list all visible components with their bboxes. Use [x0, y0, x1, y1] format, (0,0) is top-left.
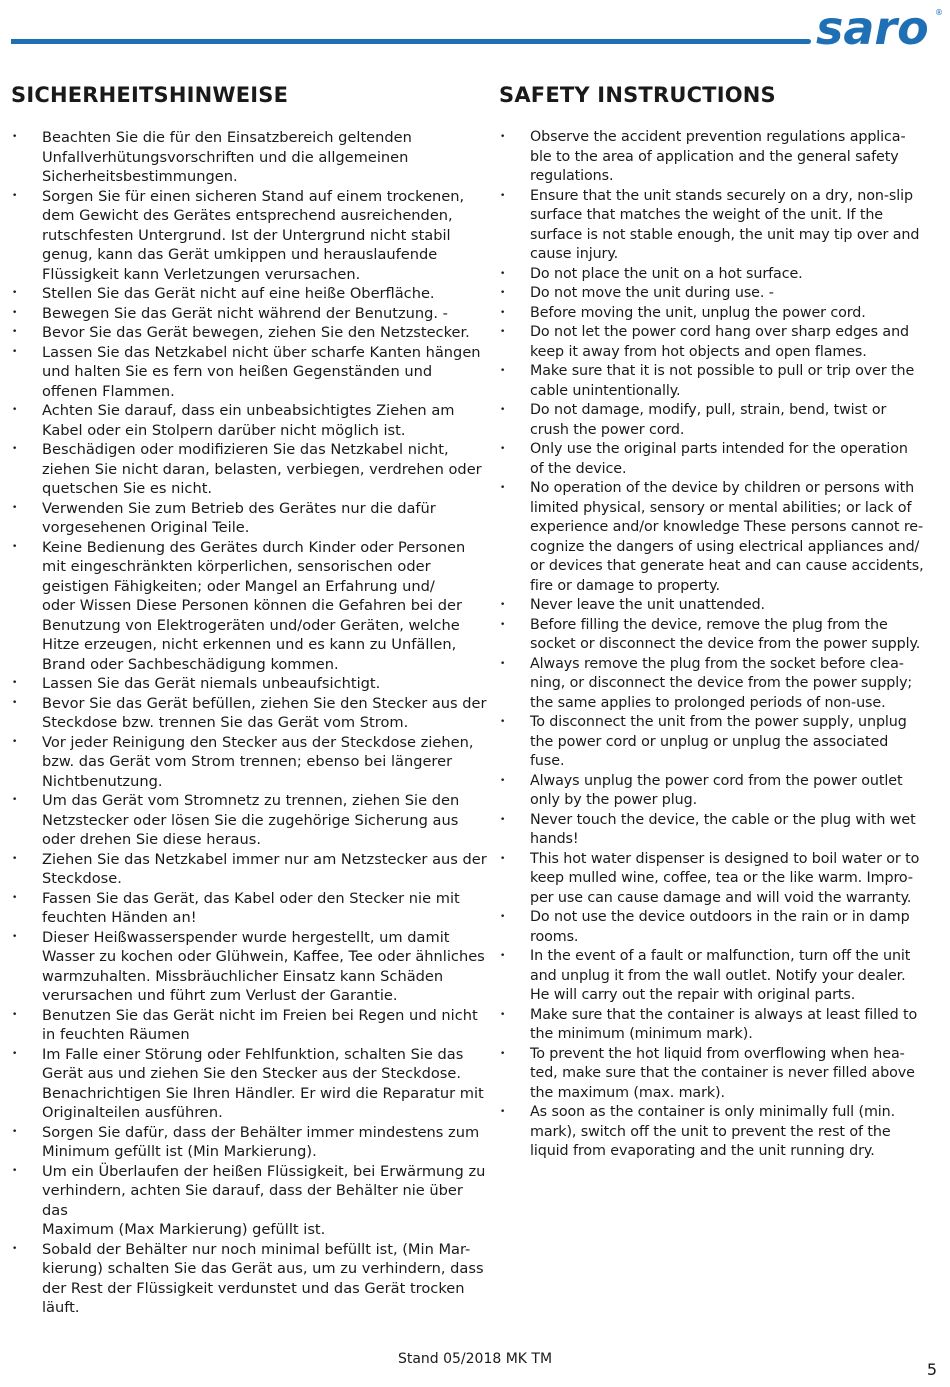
german-column [11, 82, 491, 1318]
instruction-item: • Sorgen Sie dafür, dass der Behälter immer mindestens zum Minimum gefüllt ist (Min Markierung). [11, 1123, 491, 1162]
instruction-item: • Beschädigen oder modifizieren Sie das Netzkabel nicht, ziehen Sie nicht daran, belasten, verbiegen, verdrehen oder quetschen Sie es nicht. [11, 440, 491, 499]
instruction-item: • Achten Sie darauf, dass ein unbeabsichtigtes Ziehen am Kabel oder ein Stolpern darüber nicht möglich ist. [11, 401, 491, 440]
instruction-item: • Do not damage, modify, pull, strain, bend, twist or crush the power cord. [499, 401, 942, 440]
instruction-item: • Bewegen Sie das Gerät nicht während der Benutzung. - [11, 304, 491, 324]
german-instructions-list [11, 128, 491, 1318]
saro-logo [816, 4, 944, 48]
instruction-item: • Um das Gerät vom Stromnetz zu trennen, ziehen Sie den Netzstecker oder lösen Sie die zugehörige Sicherung aus oder drehen Sie diese heraus. [11, 791, 491, 850]
registered-mark: ® [935, 8, 943, 17]
instruction-item: • Lassen Sie das Gerät niemals unbeaufsichtigt. [11, 674, 491, 694]
revision-stamp: Stand 05/2018 MK TM [397, 1351, 553, 1367]
instruction-item: • Do not let the power cord hang over sharp edges and keep it away from hot objects and open flames. [499, 323, 942, 362]
instruction-item: • Do not move the unit during use. - [499, 284, 942, 304]
instruction-item: • Before filling the device, remove the plug from the socket or disconnect the device from the power supply. [499, 616, 942, 655]
instruction-item: • Do not place the unit on a hot surface. [499, 265, 942, 285]
instruction-item: • Vor jeder Reinigung den Stecker aus der Steckdose ziehen, bzw. das Gerät vom Strom trennen; ebenso bei längerer Nichtbenutzung. [11, 733, 491, 792]
instruction-item: • Make sure that it is not possible to pull or trip over the cable unintentionally. [499, 362, 942, 401]
instruction-item: • Make sure that the container is always at least filled to the minimum (minimum mark). [499, 1006, 942, 1045]
instruction-item: • Fassen Sie das Gerät, das Kabel oder den Stecker nie mit feuchten Händen an! [11, 889, 491, 928]
instruction-item: • In the event of a fault or malfunction, turn off the unit and unplug it from the wall outlet. Notify your dealer. He will carry out the repair with original parts. [499, 947, 942, 1006]
german-title: SICHERHEITSHINWEISE [11, 83, 289, 107]
english-instructions-list [499, 128, 942, 1162]
instruction-item: • Do not use the device outdoors in the rain or in damp rooms. [499, 908, 942, 947]
instruction-item: • Only use the original parts intended for the operation of the device. [499, 440, 942, 479]
instruction-item: • Beachten Sie die für den Einsatzbereich geltenden Unfallverhütungsvorschriften und die allgemeinen Sicherheitsbestimmungen. [11, 128, 491, 187]
instruction-item: • Um ein Überlaufen der heißen Flüssigkeit, bei Erwärmung zu verhindern, achten Sie darauf, dass der Behälter nie über das Maximum (Max Markierung) gefüllt ist. [11, 1162, 491, 1240]
instruction-item: • Lassen Sie das Netzkabel nicht über scharfe Kanten hängen und halten Sie es fern von heißen Gegenständen und offenen Flammen. [11, 343, 491, 402]
instruction-item: • Always remove the plug from the socket before clea- ning, or disconnect the device from the power supply; the same applies to prolonged periods of non-use. [499, 655, 942, 714]
instruction-item: • Sorgen Sie für einen sicheren Stand auf einem trockenen, dem Gewicht des Gerätes entsprechend ausreichenden, rutschfesten Untergrund. Ist der Untergrund nicht stabil genug, kann das Gerät umkippen und herauslaufende Flüssigkeit kann Verletzungen verursachen. [11, 187, 491, 285]
instruction-item: • Benutzen Sie das Gerät nicht im Freien bei Regen und nicht in feuchten Räumen [11, 1006, 491, 1045]
instruction-item: • Bevor Sie das Gerät bewegen, ziehen Sie den Netzstecker. [11, 323, 491, 343]
instruction-item: • Bevor Sie das Gerät befüllen, ziehen Sie den Stecker aus der Steckdose bzw. trennen Sie das Gerät vom Strom. [11, 694, 491, 733]
instruction-item: • To disconnect the unit from the power supply, unplug the power cord or unplug or unplug the associated fuse. [499, 713, 942, 772]
instruction-item: • Never leave the unit unattended. [499, 596, 942, 616]
page-number: 5 [926, 1360, 937, 1379]
instruction-item: • Stellen Sie das Gerät nicht auf eine heiße Oberfläche. [11, 284, 491, 304]
instruction-item: • Dieser Heißwasserspender wurde hergestellt, um damit Wasser zu kochen oder Glühwein, Kaffee, Tee oder ähnliches warmzuhalten. Missbräuchlicher Einsatz kann Schäden verursachen und führt zum Verlust der Garantie. [11, 928, 491, 1006]
instruction-item: • Observe the accident prevention regulations applica- ble to the area of application and the general safety regulations. [499, 128, 942, 187]
instruction-item: • Verwenden Sie zum Betrieb des Gerätes nur die dafür vorgesehenen Original Teile. [11, 499, 491, 538]
instruction-item: • Sobald der Behälter nur noch minimal befüllt ist, (Min Mar- kierung) schalten Sie das Gerät aus, um zu verhindern, dass der Rest der Flüssigkeit verdunstet und das Gerät trocken läuft. [11, 1240, 491, 1318]
instruction-item: • Ziehen Sie das Netzkabel immer nur am Netzstecker aus der Steckdose. [11, 850, 491, 889]
instruction-item: • No operation of the device by children or persons with limited physical, sensory or mental abilities; or lack of experience and/or knowledge These persons cannot re- cognize the dangers of using electrical appliances and/ or devices that generate heat and can cause accidents, fire or damage to property. [499, 479, 942, 596]
instruction-item: • This hot water dispenser is designed to boil water or to keep mulled wine, coffee, tea or the like warm. Impro- per use can cause damage and will void the warranty. [499, 850, 942, 909]
instruction-item: • Before moving the unit, unplug the power cord. [499, 304, 942, 324]
english-title: SAFETY INSTRUCTIONS [499, 83, 776, 107]
instruction-item: • As soon as the container is only minimally full (min. mark), switch off the unit to prevent the rest of the liquid from evaporating and the unit running dry. [499, 1103, 942, 1162]
instruction-item: • To prevent the hot liquid from overflowing when hea- ted, make sure that the container is never filled above the maximum (max. mark). [499, 1045, 942, 1104]
english-column [499, 82, 942, 1162]
instruction-item: • Im Falle einer Störung oder Fehlfunktion, schalten Sie das Gerät aus und ziehen Sie den Stecker aus der Steckdose. Benachrichtigen Sie Ihren Händler. Er wird die Reparatur mit Originalteilen ausführen. [11, 1045, 491, 1123]
instruction-item: • Keine Bedienung des Gerätes durch Kinder oder Personen mit eingeschränkten körperlichen, sensorischen oder geistigen Fähigkeiten; oder Mangel an Erfahrung und/ oder Wissen Diese Personen können die Gefahren bei der Benutzung von Elektrogeräten und/oder Geräten, welche Hitze erzeugen, nicht erkennen und es kann zu Unfällen, Brand oder Sachbeschädigung kommen. [11, 538, 491, 675]
logo-wordmark: saro [816, 4, 929, 48]
header-rule [11, 39, 811, 44]
instruction-item: • Never touch the device, the cable or the plug with wet hands! [499, 811, 942, 850]
instruction-item: • Ensure that the unit stands securely on a dry, non-slip surface that matches the weight of the unit. If the surface is not stable enough, the unit may tip over and cause injury. [499, 187, 942, 265]
instruction-item: • Always unplug the power cord from the power outlet only by the power plug. [499, 772, 942, 811]
